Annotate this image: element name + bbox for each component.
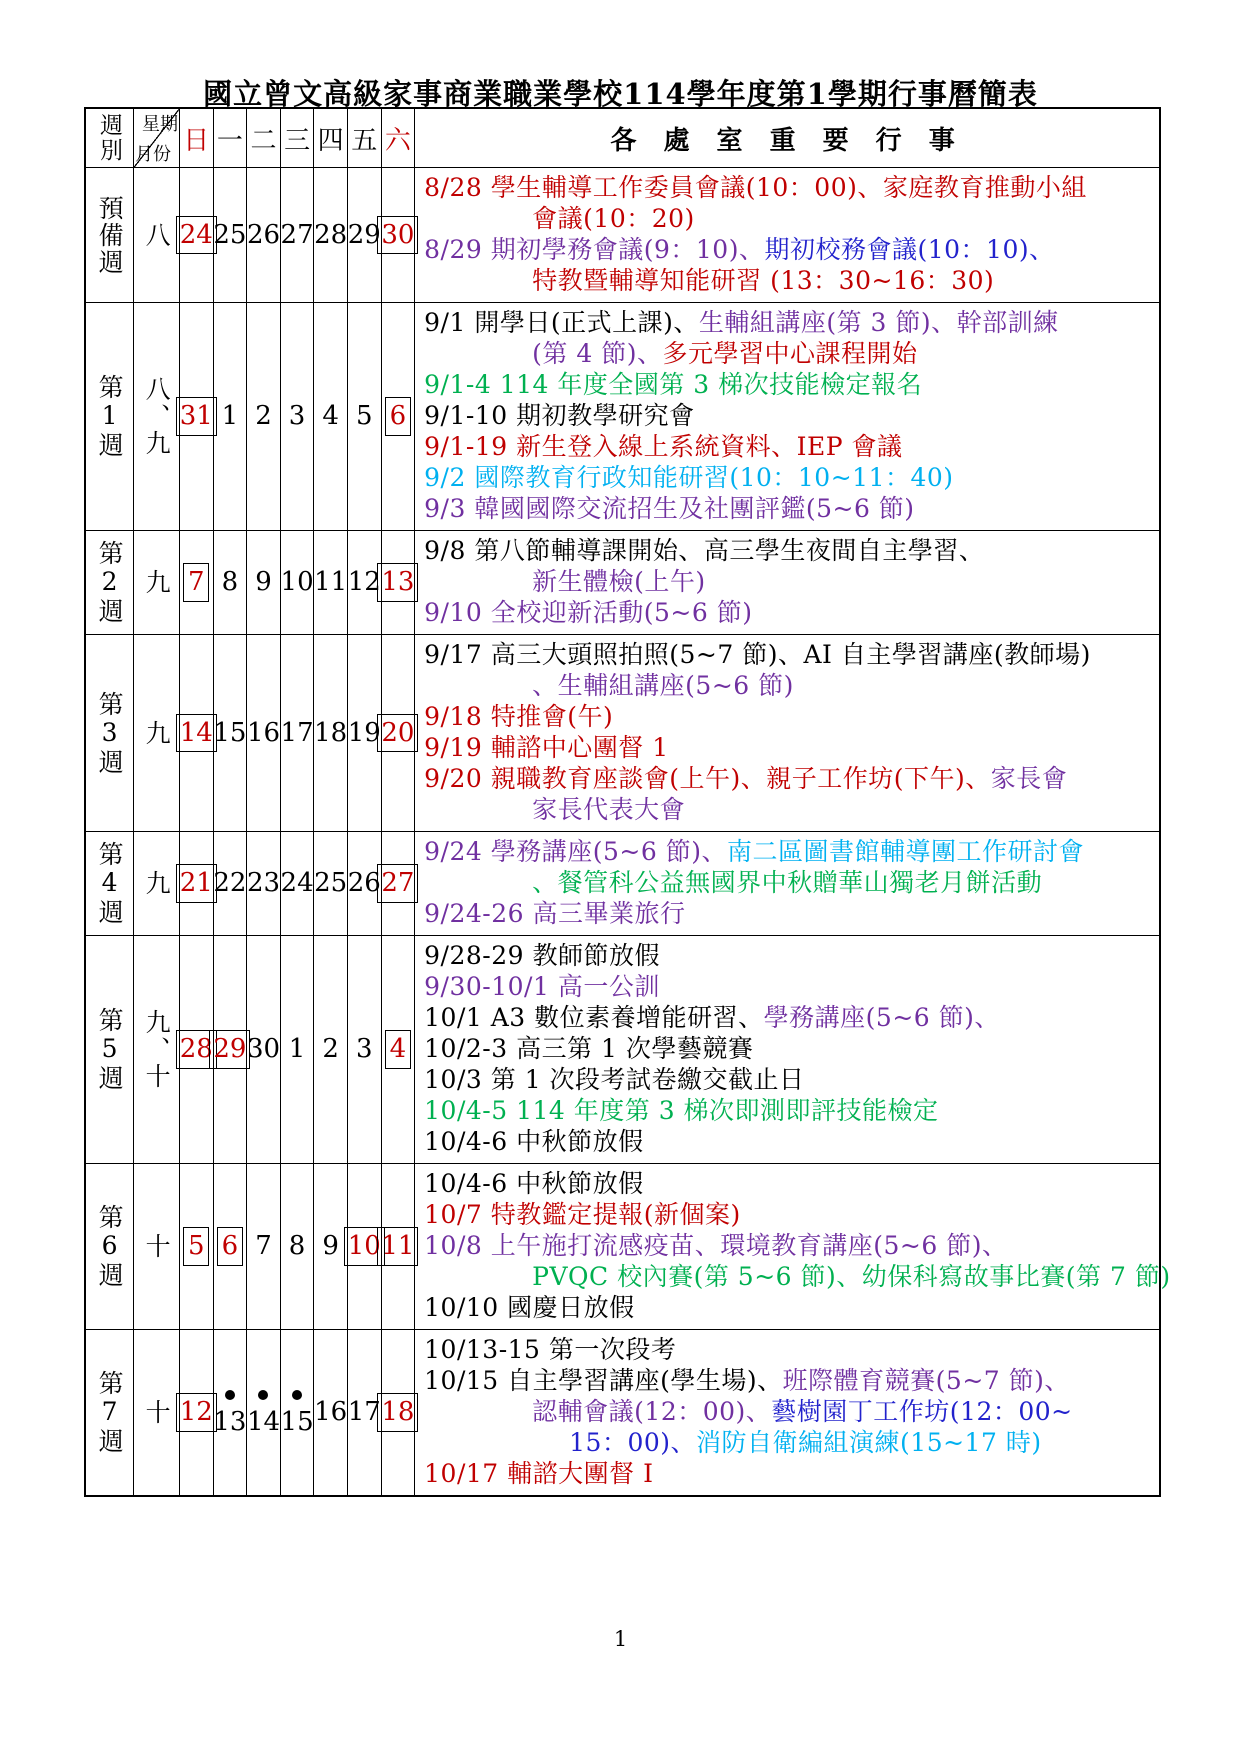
date-number: 30 — [246, 1034, 281, 1065]
event-segment: 9/8 第八節輔導課開始、高三學生夜間自主學習、 — [424, 536, 985, 565]
date-cell — [247, 936, 281, 1163]
event-segment: 9/18 特推會(午) — [424, 702, 614, 731]
week-label: 第5週 — [95, 1007, 125, 1092]
date-cell — [314, 303, 348, 530]
table-header-row — [86, 109, 1159, 167]
date-cell — [214, 531, 248, 634]
event-segment: 9/28-29 教師節放假 — [424, 941, 661, 970]
month-label-cell — [134, 1330, 180, 1495]
date-number: 21 — [176, 864, 217, 903]
month-label-cell — [134, 303, 180, 530]
date-number: 27 — [377, 864, 418, 903]
date-number: 25 — [314, 868, 348, 899]
date-cell — [180, 635, 214, 831]
date-number: 8 — [288, 1231, 306, 1262]
date-number: 1 — [221, 401, 239, 432]
date-cell — [382, 303, 416, 530]
event-segment: 15：00)、 — [569, 1428, 697, 1457]
events-cell — [415, 303, 1159, 530]
date-cell — [382, 531, 416, 634]
date-cell — [382, 1164, 416, 1329]
event-segment: 9/30-10/1 高一公訓 — [424, 972, 660, 1001]
event-line — [424, 971, 1153, 1002]
date-cell — [281, 832, 315, 935]
date-number: 27 — [280, 219, 314, 250]
date-cell — [281, 1164, 315, 1329]
date-cell — [180, 832, 214, 935]
event-segment: 新生體檢(上午) — [532, 567, 706, 596]
month-label: 九 — [142, 719, 172, 747]
event-segment: 10/4-6 中秋節放假 — [424, 1127, 644, 1156]
date-cell — [180, 1164, 214, 1329]
month-label-cell — [134, 1164, 180, 1329]
event-line — [424, 940, 1153, 971]
date-cell — [247, 168, 281, 302]
date-number: 5 — [183, 1227, 209, 1266]
date-number: 17 — [280, 717, 314, 748]
date-number: 8 — [221, 567, 239, 598]
date-cell — [348, 303, 382, 530]
week-label-cell — [86, 936, 134, 1163]
date-number: 30 — [377, 216, 418, 255]
date-cell — [314, 1330, 348, 1495]
event-line — [424, 1199, 1170, 1230]
event-line — [424, 701, 1153, 732]
date-number: 9 — [255, 567, 272, 598]
month-label: 八、九 — [142, 376, 172, 457]
event-line — [424, 763, 1153, 794]
event-segment: 生輔組講座(第 3 節)、幹部訓練 — [698, 308, 1059, 337]
date-number: 15 — [280, 1407, 314, 1438]
event-segment: 9/10 全校迎新活動(5~6 節) — [424, 598, 753, 627]
event-line — [424, 597, 1153, 628]
events-cell — [415, 1164, 1176, 1329]
event-segment: 多元學習中心課程開始 — [662, 339, 918, 368]
event-line — [424, 836, 1153, 867]
event-line — [424, 1168, 1170, 1199]
event-line — [424, 670, 1153, 701]
month-label: 九、十 — [142, 1009, 172, 1090]
week-row — [86, 1163, 1171, 1329]
date-number: 2 — [255, 401, 272, 432]
date-number: 3 — [355, 1034, 373, 1065]
date-number: 14 — [176, 714, 217, 753]
event-line — [424, 1095, 1153, 1126]
week-label: 預備週 — [95, 194, 125, 276]
events-column-header: 各 處 室 重 要 行 事 — [610, 125, 964, 156]
date-number: 18 — [377, 1393, 418, 1432]
month-header-label: 月份 — [135, 144, 171, 165]
week-label-cell — [86, 303, 134, 530]
event-line — [424, 400, 1153, 431]
week-label-cell — [86, 832, 134, 935]
date-number: 22 — [213, 868, 247, 899]
event-line — [424, 307, 1153, 338]
day-header: 二 — [247, 109, 281, 167]
date-cell — [281, 531, 315, 634]
event-segment: 認輔會議(12：00)、 — [532, 1397, 772, 1426]
week-column-header — [86, 109, 134, 167]
events-cell — [415, 936, 1159, 1163]
event-segment: 10/8 上午施打流感疫苗、環境教育講座(5~6 節)、 — [424, 1231, 1008, 1260]
week-row — [86, 634, 1159, 831]
date-cell — [314, 832, 348, 935]
event-segment: 10/1 A3 數位素養增能研習、 — [424, 1003, 764, 1032]
event-segment: 9/1-4 114 年度全國第 3 梯次技能檢定報名 — [424, 370, 923, 399]
event-segment: 10/17 輔諮大團督 I — [424, 1459, 654, 1488]
date-number: 26 — [347, 868, 381, 899]
event-segment: 10/7 特教鑑定提報(新個案) — [424, 1200, 741, 1229]
date-number: 16 — [314, 1397, 348, 1428]
date-number: 29 — [209, 1030, 250, 1069]
date-number: 26 — [246, 219, 281, 250]
date-number: 20 — [377, 714, 418, 753]
event-segment: 10/10 國慶日放假 — [424, 1293, 635, 1322]
event-segment: PVQC 校內賽(第 5~6 節)、幼保科寫故事比賽(第 7 節) — [532, 1262, 1171, 1291]
event-line — [424, 1261, 1170, 1292]
event-segment: 學務講座(5~6 節)、 — [763, 1003, 1000, 1032]
week-label-cell — [86, 531, 134, 634]
event-line — [424, 1033, 1153, 1064]
week-label-cell — [86, 1164, 134, 1329]
date-number: 14 — [246, 1407, 281, 1438]
event-line — [424, 1365, 1153, 1396]
date-cell — [382, 168, 416, 302]
events-cell — [415, 635, 1159, 831]
month-label: 八 — [142, 221, 172, 249]
event-segment: 10/13-15 第一次段考 — [424, 1335, 677, 1364]
event-line — [424, 1427, 1153, 1458]
date-number: 4 — [385, 1030, 411, 1069]
month-label-cell — [134, 635, 180, 831]
date-number: 31 — [176, 397, 217, 436]
event-segment: 、餐管科公益無國界中秋贈華山獨老月餅活動 — [532, 868, 1043, 897]
event-segment: 特教暨輔導知能研習 (13：30~16：30) — [532, 266, 995, 295]
date-cell — [314, 936, 348, 1163]
event-line — [424, 1002, 1153, 1033]
events-cell — [415, 168, 1159, 302]
date-cell — [314, 531, 348, 634]
date-number: 6 — [217, 1227, 243, 1266]
date-cell — [214, 168, 248, 302]
date-number: 24 — [176, 216, 217, 255]
date-cell — [314, 635, 348, 831]
event-line — [424, 566, 1153, 597]
event-line — [424, 493, 1153, 524]
date-number: 7 — [183, 563, 209, 602]
date-number: 11 — [314, 567, 348, 598]
month-label: 九 — [142, 870, 172, 897]
week-label: 第4週 — [95, 841, 125, 926]
date-cell — [281, 1330, 315, 1495]
date-number: 25 — [213, 219, 247, 250]
date-cell — [281, 168, 315, 302]
date-cell — [214, 1330, 248, 1495]
date-number: 12 — [176, 1393, 217, 1432]
date-cell — [214, 303, 248, 530]
event-segment: 10/4-5 114 年度第 3 梯次即測即評技能檢定 — [424, 1096, 939, 1125]
date-cell — [382, 832, 416, 935]
event-segment: 9/19 輔諮中心團督 1 — [424, 733, 669, 762]
event-segment: 8/29 期初學務會議(9：10)、 — [424, 235, 765, 264]
day-header: 四 — [314, 109, 348, 167]
week-label: 第1週 — [95, 374, 125, 459]
event-segment: 10/3 第 1 次段考試卷繳交截止日 — [424, 1065, 805, 1094]
date-number: 24 — [280, 868, 314, 899]
week-row — [86, 167, 1159, 302]
date-cell — [382, 936, 416, 1163]
day-header: 一 — [214, 109, 248, 167]
date-number: 5 — [355, 401, 373, 432]
date-cell — [214, 1164, 248, 1329]
date-number: 10 — [280, 567, 314, 598]
event-line — [424, 867, 1153, 898]
page-number: 1 — [613, 1627, 628, 1651]
event-segment: 會議(10：20) — [532, 204, 695, 233]
event-line — [424, 369, 1153, 400]
event-line — [424, 1126, 1153, 1157]
date-number: 2 — [322, 1034, 339, 1065]
date-number: 28 — [176, 1030, 217, 1069]
event-segment: 9/20 親職教育座談會(上午)、親子工作坊(下午)、 — [424, 764, 991, 793]
week-label: 第6週 — [95, 1204, 125, 1289]
date-number: 3 — [288, 401, 306, 432]
date-number: 9 — [322, 1231, 339, 1262]
date-cell — [247, 531, 281, 634]
date-number: 11 — [377, 1227, 418, 1266]
week-label: 第3週 — [95, 690, 125, 776]
date-cell — [382, 1330, 416, 1495]
event-segment: 9/2 國際教育行政知能研習(10：10~11：40) — [424, 463, 954, 492]
event-segment: 9/24-26 高三畢業旅行 — [424, 899, 686, 928]
month-label-cell — [134, 936, 180, 1163]
event-segment: 8/28 學生輔導工作委員會議(10：00)、家庭教育推動小組 — [424, 173, 1087, 202]
event-line — [424, 234, 1153, 265]
event-segment: 班際體育競賽(5~7 節)、 — [782, 1366, 1070, 1395]
date-cell — [180, 303, 214, 530]
date-number: 29 — [347, 219, 381, 250]
date-cell — [180, 168, 214, 302]
date-cell — [348, 936, 382, 1163]
calendar-table — [84, 107, 1171, 1497]
date-cell — [281, 635, 315, 831]
events-cell — [415, 1330, 1159, 1495]
event-segment: 10/4-6 中秋節放假 — [424, 1169, 644, 1198]
page-title: 國立曾文高級家事商業職業學校114學年度第1學期行事曆簡表 — [203, 77, 1038, 111]
date-number: 13 — [377, 563, 418, 602]
date-cell — [180, 1330, 214, 1495]
event-segment: 家長代表大會 — [532, 795, 686, 824]
event-line — [424, 265, 1153, 296]
date-cell — [180, 531, 214, 634]
week-label: 第2週 — [95, 540, 125, 625]
event-line — [424, 794, 1153, 825]
event-line — [424, 898, 1153, 929]
events-cell — [415, 832, 1159, 935]
events-cell — [415, 531, 1159, 634]
event-line — [424, 431, 1153, 462]
week-label: 第7週 — [95, 1370, 125, 1455]
event-line — [424, 462, 1153, 493]
date-number: 18 — [314, 717, 348, 748]
event-segment: 9/3 韓國國際交流招生及社團評鑑(5~6 節) — [424, 494, 915, 523]
week-row — [86, 530, 1159, 634]
week-row — [86, 1329, 1159, 1495]
date-number: 13 — [213, 1407, 247, 1438]
date-cell — [214, 936, 248, 1163]
day-header: 日 — [180, 109, 214, 167]
date-number: 12 — [347, 567, 381, 598]
event-segment: 南二區圖書館輔導團工作研討會 — [726, 837, 1084, 866]
month-label-cell — [134, 531, 180, 634]
event-segment: (第 4 節)、 — [532, 339, 663, 368]
makeup-day-dot — [225, 1390, 235, 1400]
date-number: 15 — [213, 717, 247, 748]
event-line — [424, 172, 1153, 203]
date-number: 17 — [347, 1397, 381, 1428]
date-number: 7 — [255, 1231, 272, 1262]
month-label: 十 — [142, 1233, 172, 1260]
makeup-day-dot — [258, 1390, 268, 1400]
event-segment: 消防自衛編組演練(15~17 時) — [696, 1428, 1042, 1457]
event-segment: 期初校務會議(10：10)、 — [764, 235, 1055, 264]
date-cell — [247, 832, 281, 935]
event-segment: 10/2-3 高三第 1 次學藝競賽 — [424, 1034, 754, 1063]
event-line — [424, 1458, 1153, 1489]
date-cell — [214, 832, 248, 935]
week-column-header-label: 週別 — [96, 113, 122, 163]
makeup-day-dot — [292, 1390, 302, 1400]
event-line — [424, 338, 1153, 369]
week-label-cell — [86, 168, 134, 302]
event-segment: 9/1-19 新生登入線上系統資料、IEP 會議 — [424, 432, 903, 461]
event-line — [424, 639, 1153, 670]
date-number: 6 — [385, 397, 411, 436]
event-segment: 家長會 — [990, 764, 1068, 793]
week-row — [86, 935, 1159, 1163]
event-line — [424, 535, 1153, 566]
date-cell — [382, 635, 416, 831]
date-cell — [247, 303, 281, 530]
weekday-month-header — [134, 109, 180, 167]
event-line — [424, 1334, 1153, 1365]
week-label-cell — [86, 1330, 134, 1495]
date-number: 16 — [246, 717, 281, 748]
date-cell — [214, 635, 248, 831]
event-segment: 9/24 學務講座(5~6 節)、 — [424, 837, 727, 866]
week-row — [86, 831, 1159, 935]
date-cell — [281, 303, 315, 530]
event-segment: 9/1 開學日(正式上課)、 — [424, 308, 699, 337]
date-number: 19 — [347, 717, 381, 748]
day-header: 六 — [382, 109, 416, 167]
event-line — [424, 203, 1153, 234]
event-line — [424, 1230, 1170, 1261]
week-label-cell — [86, 635, 134, 831]
month-label: 十 — [142, 1399, 172, 1426]
date-cell — [247, 635, 281, 831]
event-segment: 、生輔組講座(5~6 節) — [532, 671, 794, 700]
event-line — [424, 1292, 1170, 1323]
date-cell — [247, 1164, 281, 1329]
week-row — [86, 302, 1159, 530]
event-segment: 9/17 高三大頭照拍照(5~7 節)、AI 自主學習講座(教師場) — [424, 640, 1091, 669]
date-number: 23 — [246, 868, 281, 899]
month-label-cell — [134, 168, 180, 302]
event-line — [424, 1396, 1153, 1427]
day-header: 三 — [281, 109, 315, 167]
event-line — [424, 732, 1153, 763]
weekday-header-label: 星期 — [142, 114, 178, 135]
date-cell — [281, 936, 315, 1163]
day-header: 五 — [348, 109, 382, 167]
date-cell — [247, 1330, 281, 1495]
date-number: 28 — [314, 219, 348, 250]
event-segment: 9/1-10 期初教學研究會 — [424, 401, 695, 430]
date-cell — [314, 168, 348, 302]
event-segment: 10/15 自主學習講座(學生場)、 — [424, 1366, 783, 1395]
date-number: 4 — [322, 401, 339, 432]
date-number: 10 — [344, 1227, 385, 1266]
month-label-cell — [134, 832, 180, 935]
month-label: 九 — [142, 569, 172, 596]
date-number: 1 — [288, 1034, 306, 1065]
event-line — [424, 1064, 1153, 1095]
event-segment: 藝樹園丁工作坊(12：00~ — [771, 1397, 1073, 1426]
